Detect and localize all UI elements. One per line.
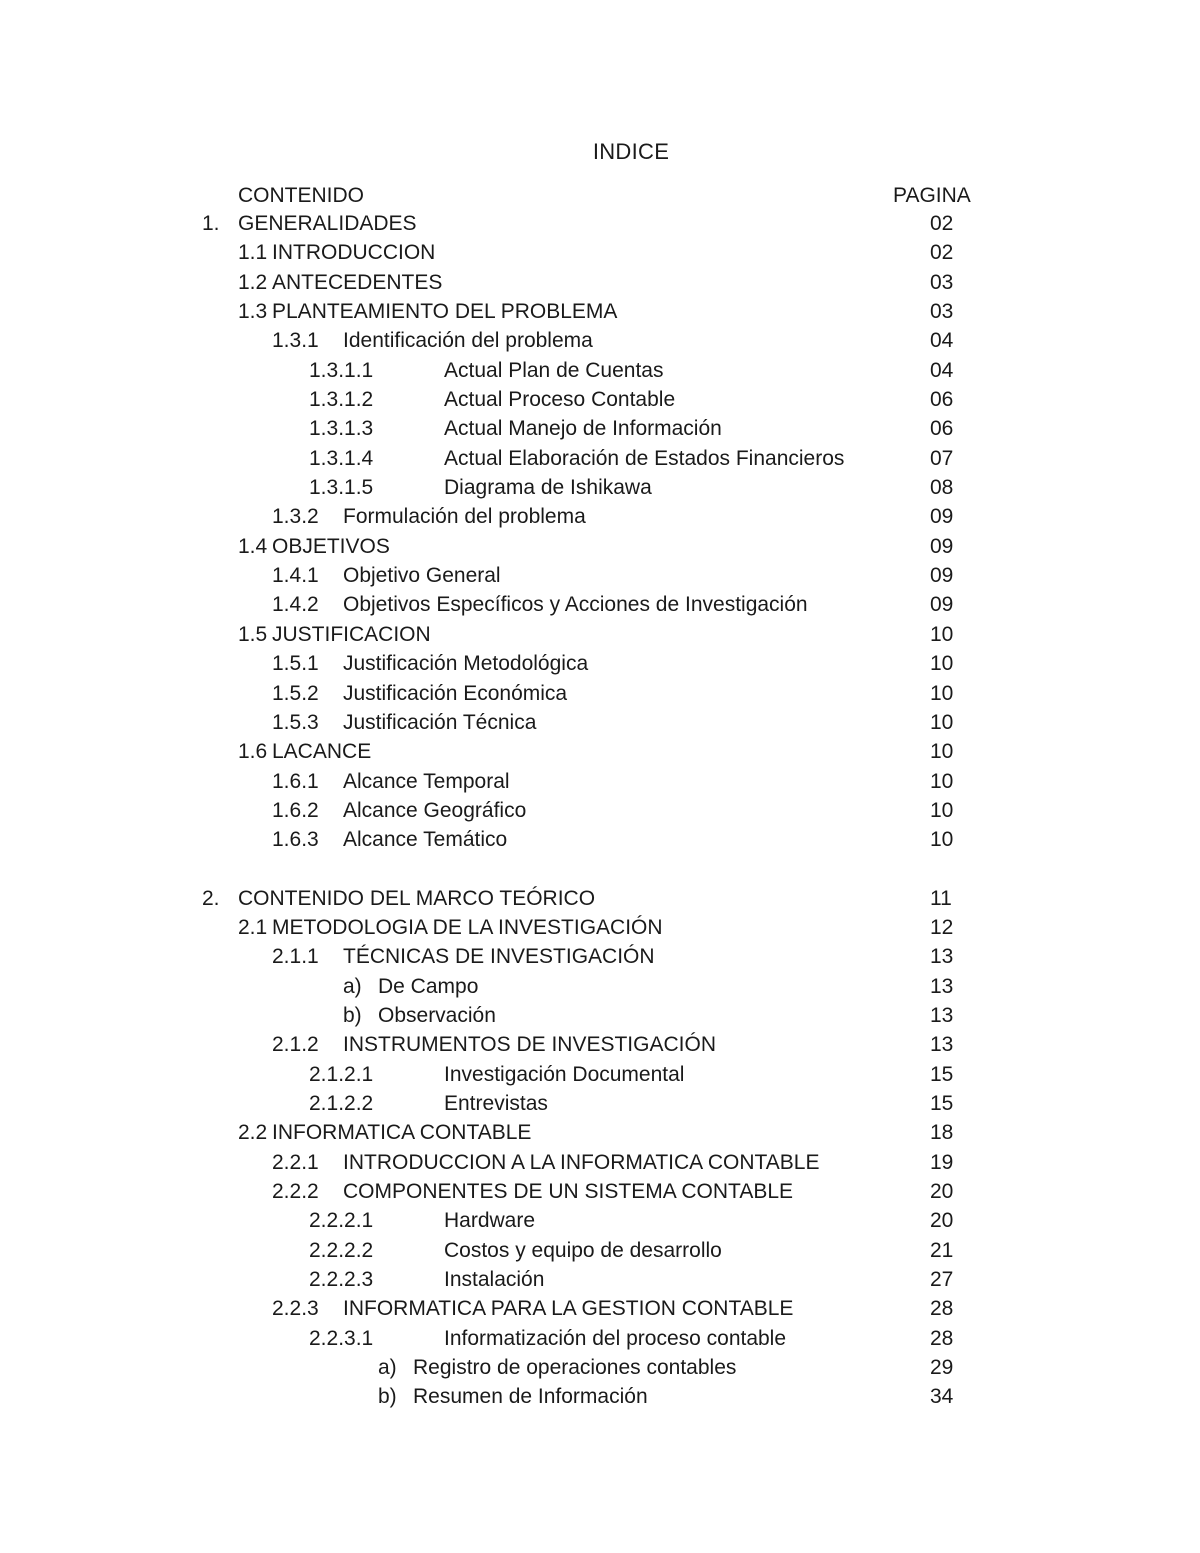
table-of-contents xyxy=(0,212,1200,1415)
toc-entry-title: Diagrama de Ishikawa xyxy=(444,476,652,500)
toc-entry xyxy=(0,1385,1200,1414)
toc-entry xyxy=(0,770,1200,799)
toc-entry-page: 18 xyxy=(930,1121,954,1145)
toc-entry-title: Objetivo General xyxy=(343,564,501,588)
toc-entry-title: Informatización del proceso contable xyxy=(444,1326,787,1350)
toc-entry-page: 10 xyxy=(930,652,954,676)
toc-entry-title: Justificación Técnica xyxy=(343,710,537,734)
toc-entry-page: 09 xyxy=(930,593,954,617)
toc-entry-number: 2.2.3.1 xyxy=(309,1326,374,1350)
toc-entry xyxy=(0,1268,1200,1297)
toc-entry-title: Costos y equipo de desarrollo xyxy=(444,1238,722,1262)
toc-entry-number: a) xyxy=(378,1356,397,1380)
toc-entry-page: 21 xyxy=(930,1238,954,1262)
toc-entry-number: 2.2.2.1 xyxy=(309,1209,374,1233)
toc-entry-page: 09 xyxy=(930,564,954,588)
toc-entry xyxy=(0,1121,1200,1150)
toc-entry-number: 1.3.1.4 xyxy=(309,446,374,470)
toc-entry xyxy=(0,476,1200,505)
toc-entry-number: 1.2 xyxy=(238,270,268,294)
toc-entry-number: 1.4.1 xyxy=(272,564,319,588)
toc-entry-page: 27 xyxy=(930,1268,954,1292)
toc-entry xyxy=(0,1356,1200,1385)
toc-entry xyxy=(0,388,1200,417)
toc-entry-number: 1.5 xyxy=(238,622,268,646)
toc-entry-page: 04 xyxy=(930,329,954,353)
toc-entry-page: 10 xyxy=(930,828,954,852)
toc-entry-page: 28 xyxy=(930,1297,954,1321)
toc-entry-page: 13 xyxy=(930,974,954,998)
toc-entry-number: 2.2.1 xyxy=(272,1150,319,1174)
toc-entry-page: 15 xyxy=(930,1091,954,1115)
toc-entry-page: 19 xyxy=(930,1150,954,1174)
toc-entry-page: 13 xyxy=(930,945,954,969)
toc-entry-title: Alcance Temático xyxy=(343,828,508,852)
toc-entry-page: 10 xyxy=(930,769,954,793)
toc-entry-page: 10 xyxy=(930,740,954,764)
toc-entry-page: 15 xyxy=(930,1062,954,1086)
toc-entry xyxy=(0,417,1200,446)
toc-entry xyxy=(0,1063,1200,1092)
toc-entry-title: INFORMATICA CONTABLE xyxy=(272,1121,532,1145)
toc-entry-title: Justificación Metodológica xyxy=(343,652,589,676)
toc-entry xyxy=(0,329,1200,358)
toc-entry xyxy=(0,1092,1200,1121)
toc-entry-number: 1.5.2 xyxy=(272,681,319,705)
toc-entry-title: INTRODUCCION xyxy=(272,241,436,265)
toc-entry-page: 34 xyxy=(930,1385,954,1409)
toc-entry-number: 1.6.1 xyxy=(272,769,319,793)
toc-entry-title: METODOLOGIA DE LA INVESTIGACIÓN xyxy=(272,915,663,939)
toc-entry-title: Observación xyxy=(378,1003,496,1027)
toc-entry-page: 06 xyxy=(930,417,954,441)
toc-entry-number: 1.3.1.3 xyxy=(309,417,374,441)
toc-entry xyxy=(0,828,1200,857)
toc-entry-title: De Campo xyxy=(378,974,479,998)
toc-entry-page: 29 xyxy=(930,1356,954,1380)
toc-entry-page: 10 xyxy=(930,622,954,646)
toc-entry-number: 2.1.1 xyxy=(272,945,319,969)
toc-entry-title: Actual Plan de Cuentas xyxy=(444,358,664,382)
toc-entry xyxy=(0,1033,1200,1062)
toc-entry xyxy=(0,1151,1200,1180)
toc-entry-page: 20 xyxy=(930,1180,954,1203)
toc-entry-title: Investigación Documental xyxy=(444,1062,685,1086)
toc-entry-number: 1. xyxy=(202,212,220,235)
toc-entry-page: 10 xyxy=(930,681,954,705)
toc-entry-number: 1.3.1 xyxy=(272,329,319,353)
toc-entry-title: Justificación Económica xyxy=(343,681,568,705)
toc-entry-page: 13 xyxy=(930,1033,954,1057)
toc-entry xyxy=(0,564,1200,593)
toc-entry-page: 20 xyxy=(930,1209,954,1233)
toc-entry-number: 1.3.1.5 xyxy=(309,476,374,500)
toc-entry-title: Entrevistas xyxy=(444,1091,548,1115)
toc-header xyxy=(0,184,1200,214)
toc-entry-page: 04 xyxy=(930,358,954,382)
toc-entry-title: COMPONENTES DE UN SISTEMA CONTABLE xyxy=(343,1180,794,1203)
toc-entry xyxy=(0,241,1200,270)
toc-entry-title: Actual Manejo de Información xyxy=(444,417,722,441)
toc-entry-page: 09 xyxy=(930,534,954,558)
toc-entry-number: 1.4.2 xyxy=(272,593,319,617)
toc-entry-title: INFORMATICA PARA LA GESTION CONTABLE xyxy=(343,1297,794,1321)
toc-entry-number: 2.1.2.1 xyxy=(309,1062,374,1086)
toc-entry xyxy=(0,1004,1200,1033)
toc-entry-title: LACANCE xyxy=(272,740,372,764)
toc-entry-page: 06 xyxy=(930,388,954,412)
toc-entry-title: CONTENIDO DEL MARCO TEÓRICO xyxy=(238,886,596,910)
toc-entry-page: 10 xyxy=(930,710,954,734)
toc-entry xyxy=(0,711,1200,740)
toc-entry-number: 2. xyxy=(202,886,220,910)
toc-entry-title: INSTRUMENTOS DE INVESTIGACIÓN xyxy=(343,1033,716,1057)
toc-entry-page: 10 xyxy=(930,798,954,822)
toc-entry-number: 2.2.2 xyxy=(272,1180,319,1203)
toc-entry xyxy=(0,1180,1200,1209)
toc-entry xyxy=(0,1297,1200,1326)
toc-entry-number: 2.1.2 xyxy=(272,1033,319,1057)
toc-entry-title: GENERALIDADES xyxy=(238,212,417,235)
toc-entry-title: Hardware xyxy=(444,1209,536,1233)
toc-entry xyxy=(0,975,1200,1004)
toc-entry-number: b) xyxy=(343,1003,362,1027)
content-column-header: CONTENIDO xyxy=(238,184,364,207)
toc-entry-number: a) xyxy=(343,974,362,998)
toc-entry xyxy=(0,300,1200,329)
toc-entry-page: 02 xyxy=(930,241,954,265)
toc-entry-page: 07 xyxy=(930,446,954,470)
toc-entry xyxy=(0,535,1200,564)
toc-entry xyxy=(0,1239,1200,1268)
toc-entry-title: JUSTIFICACION xyxy=(272,622,431,646)
toc-entry xyxy=(0,593,1200,622)
toc-entry-number: 1.3 xyxy=(238,300,268,324)
toc-entry-page: 09 xyxy=(930,505,954,529)
page-column-header: PAGINA xyxy=(893,184,971,207)
toc-entry-title: INTRODUCCION A LA INFORMATICA CONTABLE xyxy=(343,1150,820,1174)
toc-entry-title: Instalación xyxy=(444,1268,545,1292)
toc-entry xyxy=(0,652,1200,681)
toc-entry-number: 1.6.3 xyxy=(272,828,319,852)
toc-entry xyxy=(0,945,1200,974)
toc-entry-page: 02 xyxy=(930,212,954,235)
page-title: INDICE xyxy=(592,139,670,164)
toc-entry xyxy=(0,447,1200,476)
toc-entry-number: 1.6 xyxy=(238,740,268,764)
toc-entry xyxy=(0,916,1200,945)
toc-entry-page: 03 xyxy=(930,270,954,294)
toc-entry-title: OBJETIVOS xyxy=(272,534,390,558)
toc-entry-page: 12 xyxy=(930,915,954,939)
toc-entry-title: Objetivos Específicos y Acciones de Investigación xyxy=(343,593,808,617)
toc-entry xyxy=(0,887,1200,916)
toc-entry-number: b) xyxy=(378,1385,397,1409)
toc-entry-number: 2.1.2.2 xyxy=(309,1091,374,1115)
toc-entry-number: 1.3.1.2 xyxy=(309,388,374,412)
toc-entry-title: Alcance Temporal xyxy=(343,769,510,793)
toc-entry xyxy=(0,505,1200,534)
toc-entry xyxy=(0,1327,1200,1356)
toc-entry-number: 2.1 xyxy=(238,915,268,939)
toc-entry-title: Identificación del problema xyxy=(343,329,593,353)
toc-entry-title: Registro de operaciones contables xyxy=(413,1356,737,1380)
toc-entry-number: 2.2.2.3 xyxy=(309,1268,374,1292)
toc-entry-title: Actual Proceso Contable xyxy=(444,388,676,412)
toc-entry-number: 1.3.1.1 xyxy=(309,358,374,382)
toc-entry-number: 2.2.2.2 xyxy=(309,1238,374,1262)
toc-entry xyxy=(0,359,1200,388)
toc-entry-page: 08 xyxy=(930,476,954,500)
toc-entry xyxy=(0,623,1200,652)
toc-entry-number: 2.2 xyxy=(238,1121,268,1145)
toc-entry-number: 2.2.3 xyxy=(272,1297,319,1321)
toc-entry-title: Actual Elaboración de Estados Financieros xyxy=(444,446,845,470)
toc-entry-number: 1.4 xyxy=(238,534,268,558)
toc-entry xyxy=(0,1209,1200,1238)
toc-entry xyxy=(0,799,1200,828)
toc-entry-title: Resumen de Información xyxy=(413,1385,648,1409)
toc-entry-page: 28 xyxy=(930,1326,954,1350)
toc-entry-number: 1.5.1 xyxy=(272,652,319,676)
toc-entry-number: 1.5.3 xyxy=(272,710,319,734)
toc-entry-number: 1.6.2 xyxy=(272,798,319,822)
toc-entry xyxy=(0,212,1200,241)
toc-entry-page: 13 xyxy=(930,1003,954,1027)
toc-entry-title: TÉCNICAS DE INVESTIGACIÓN xyxy=(343,945,655,969)
toc-entry xyxy=(0,682,1200,711)
toc-entry-title: Formulación del problema xyxy=(343,505,586,529)
toc-entry-title: ANTECEDENTES xyxy=(272,270,443,294)
toc-entry-title: PLANTEAMIENTO DEL PROBLEMA xyxy=(272,300,618,324)
toc-entry xyxy=(0,271,1200,300)
toc-entry-number: 1.3.2 xyxy=(272,505,319,529)
toc-entry-number: 1.1 xyxy=(238,241,268,265)
toc-entry-page: 03 xyxy=(930,300,954,324)
toc-entry-title: Alcance Geográfico xyxy=(343,798,527,822)
toc-entry xyxy=(0,740,1200,769)
toc-entry-page: 11 xyxy=(930,886,952,910)
